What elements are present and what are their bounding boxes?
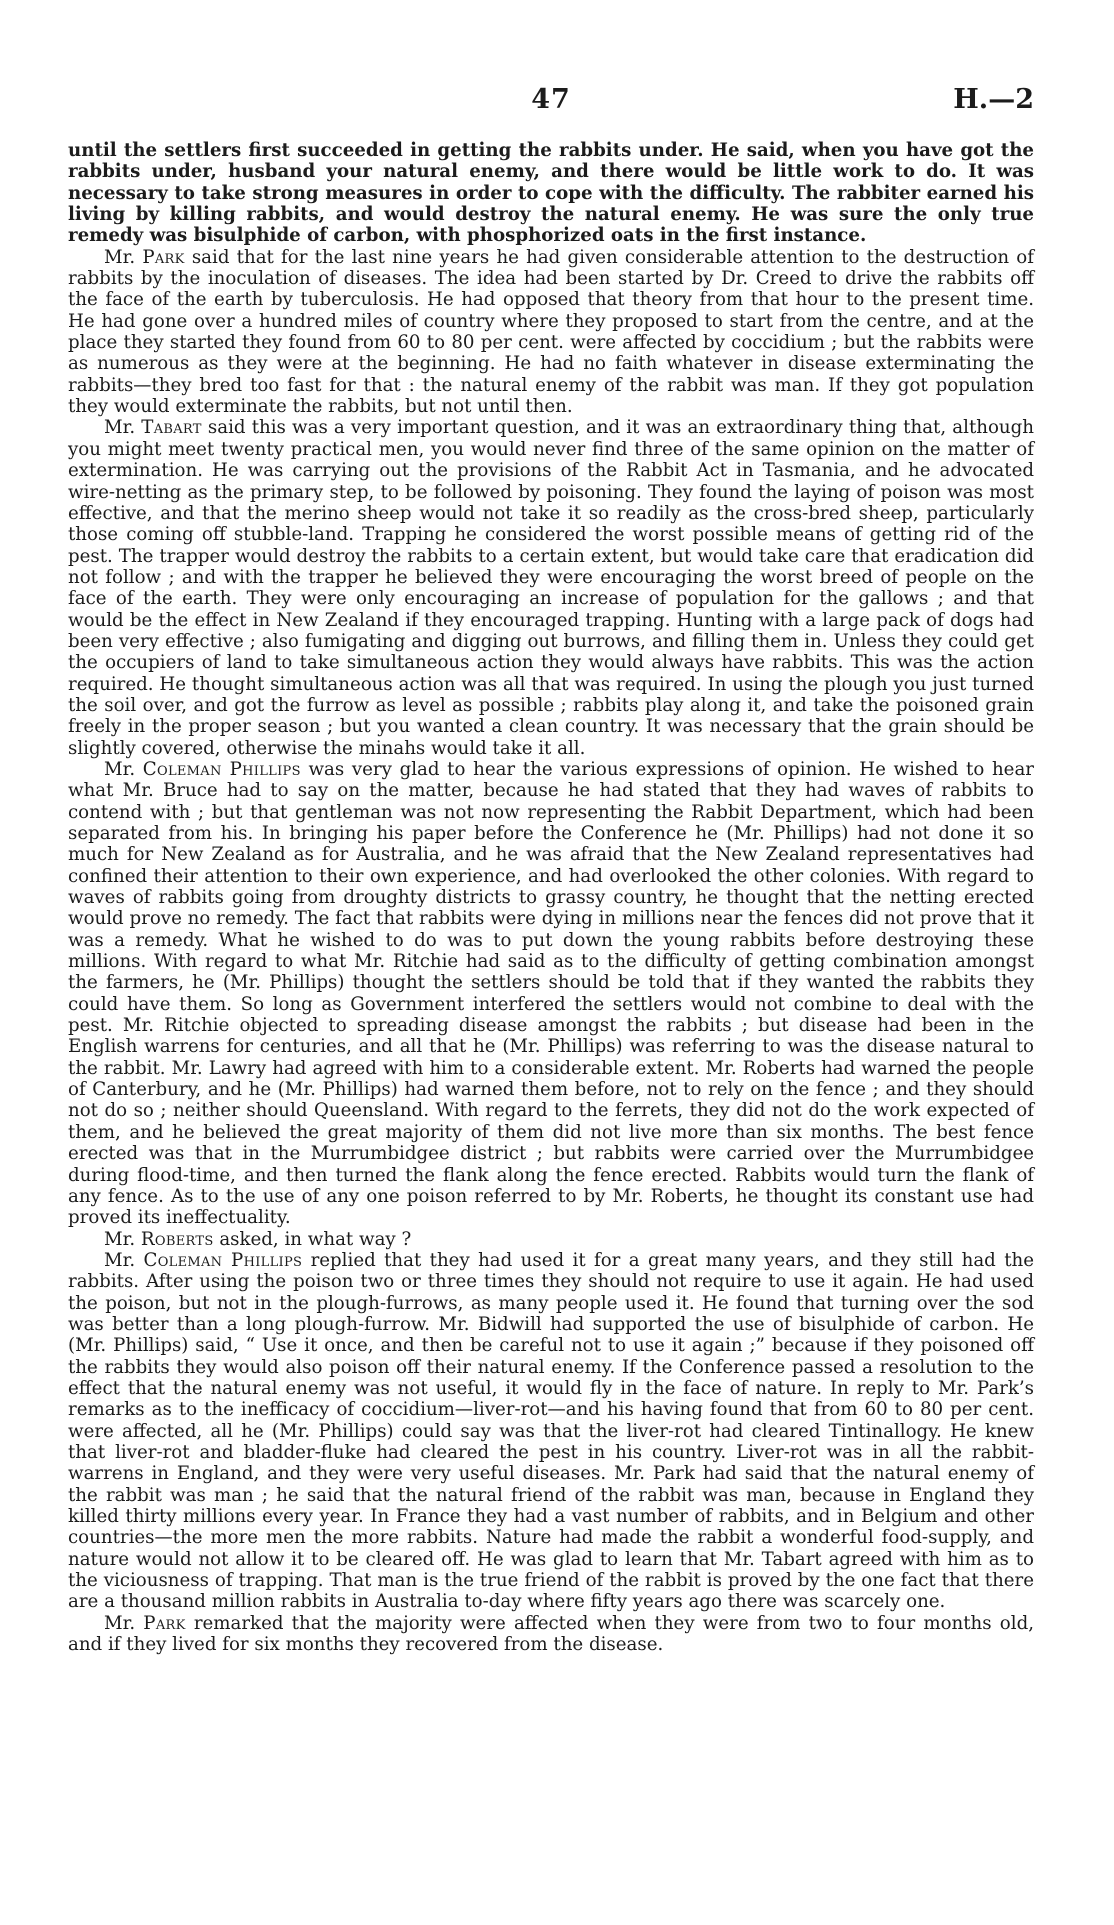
paragraph-text: was very glad to hear the various expressions of opinion. He wished to hear what Mr. Bruce had to say on the matter, because he had stated that they had waves of rabbits to contend with ; but that gentleman was not now representing the Rabbit Department, which had been separated from his. In bringing his paper before the Conference he (Mr. Phillips) had not done it so much for New Zealand as for Australia, and he was afraid that the New Zealand representatives had confined their attention to their own experience, and had overlooked the other colonies. With regard to waves of rabbits going from droughty districts to grassy country, he thought that the netting erected would prove no remedy. The fact that rabbits were dying in millions near the fences did not prove that it was a remedy. What he wished to do was to put down the young rabbits before destroying these millions. With regard to what Mr. Ritchie had said as to the difficulty of getting combination amongst the farmers, he (Mr. Phillips) thought the settlers should be told that if they wanted the rabbits they could have them. So long as Government interfered the settlers would not combine to deal with the pest. Mr. Ritchie objected to spreading disease amongst the rabbits ; but disease had been in the English warrens for centuries, and all that he (Mr. Phillips) was referring to was the disease natural to the rabbit. Mr. Lawry had agreed with him to a considerable extent. Mr. Roberts had warned the people of Canterbury, and he (Mr. Phillips) had warned them before, not to rely on the fence ; and they should not do so ; neither should Queensland. With regard to the ferrets, they did not do the work expected of them, and he believed the great majority of them did not live more than six months. The best fence erected was that in the Murrumbidgee district ; but rabbits were carried over the Murrumbidgee during flood-time, and then turned the flank along the fence erected. Rabbits would turn the flank of any fence. As to the use of any one poison referred to by Mr. Roberts, he thought its constant use had proved its ineffectuality.	[68, 758, 1034, 1229]
paragraph-coleman-phillips-2	[68, 1250, 1034, 1613]
speaker-prefix: Mr.	[104, 1612, 144, 1634]
body-text	[68, 140, 1034, 1655]
paragraph-text: replied that they had used it for a great many years, and they still had the rabbits. After using the poison two or three times they should not require to use it again. He had used the poison, but not in the plough-furrows, as many people used it. He found that turning over the sod was better than a long plough-furrow. Mr. Bidwill had supported the use of bisulphide of carbon. He (Mr. Phillips) said, “ Use it once, and then be careful not to use it again ;” because if they poisoned off the rabbits they would also poison off their natural enemy. If the Conference passed a resolution to the effect that the natural enemy was not useful, it would fly in the face of nature. In reply to Mr. Park’s remarks as to the inefficacy of coccidium—liver-rot—and his having found that from 60 to 80 per cent. were affected, all he (Mr. Phillips) could say was that the liver-rot had cleared Tintinallogy. He knew that liver-rot and bladder-fluke had cleared the pest in his country. Liver-rot was in all the rabbit-warrens in England, and they were very useful diseases. Mr. Park had said that the natural enemy of the rabbit was man ; he said that the natural friend of the rabbit was man, because in England they killed thirty millions every year. In France they had a vast number of rabbits, and in Belgium and other countries—the more men the more rabbits. Nature had made the rabbit a wonderful food-supply, and nature would not allow it to be cleared off. He was glad to learn that Mr. Tabart agreed with him as to the viciousness of trapping. That man is the true friend of the rabbit is proved by the one fact that there are a thousand million rabbits in Australia to-day where fifty years ago there was scarcely one.	[68, 1249, 1034, 1613]
speaker-name: Tabart	[141, 417, 202, 439]
speaker-name: Park	[142, 246, 185, 268]
speaker-prefix: Mr.	[104, 758, 143, 780]
speaker-prefix: Mr.	[104, 246, 143, 268]
speaker-prefix: Mr.	[104, 1249, 144, 1271]
paragraph-text: said this was a very important question, and it was an extraordinary thing that, although you might meet twenty practical men, you would never find three of the same opinion on the matter of extermination. He was carrying out the provisions of the Rabbit Act in Tasmania, and he advocated wire-netting as the primary step, to be followed by poisoning. They found the laying of poison was most effective, and that the merino sheep would not take it so readily as the cross-bred sheep, particularly those coming off stubble-land. Trapping he considered the worst possible means of getting rid of the pest. The trapper would destroy the rabbits to a certain extent, but would take care that eradication did not follow ; and with the trapper he believed they were encouraging the worst breed of people on the face of the earth. They were only encouraging an increase of population for the gallows ; and that would be the effect in New Zealand if they encouraged trapping. Hunting with a large pack of dogs had been very effective ; also fumigating and digging out burrows, and filling them in. Unless they could get the occupiers of land to take simultaneous action they would always have rabbits. This was the action required. He thought simultaneous action was all that was required. In using the plough you just turned the soil over, and got the furrow as level as possible ; rabbits play along it, and take the poisoned grain freely in the proper season ; but you wanted a clean country. It was necessary that the grain should be slightly covered, otherwise the minahs would take it all.	[68, 417, 1034, 759]
document-reference: H.—2	[953, 84, 1034, 115]
speaker-prefix: Mr.	[104, 417, 142, 439]
paragraph-opening-text: until the settlers first succeeded in getting the rabbits under. He said, when you have got the rabbits under, husband your natural enemy, and there would be little work to do. It was necessary to take strong measures in order to cope with the difficulty. The rabbiter earned his living by killing rabbits, and would destroy the natural enemy. He was sure the only true remedy was bisulphide of carbon, with phosphorized oats in the first instance.	[68, 140, 1034, 247]
speaker-name: Park	[143, 1612, 186, 1634]
paragraph-text: asked, in what way ?	[213, 1228, 412, 1250]
speaker-name: Coleman Phillips	[143, 1249, 303, 1271]
speaker-name: Roberts	[140, 1228, 214, 1250]
paragraph-text: said that for the last nine years he had given considerable attention to the destruction of rabbits by the inoculation of diseases. The idea had been started by Dr. Creed to drive the rabbits off the face of the earth by tuberculosis. He had opposed that theory from that hour to the present time. He had gone over a hundred miles of country where they proposed to start from the centre, and at the place they started they found from 60 to 80 per cent. were affected by coccidium ; but the rabbits were as numerous as they were at the beginning. He had no faith whatever in disease exterminating the rabbits—they bred too fast for that : the natural enemy of the rabbit was man. If they got population they would exterminate the rabbits, but not until then.	[68, 246, 1034, 418]
document-page	[68, 84, 1034, 1655]
paragraph-park-1	[68, 247, 1034, 418]
paragraph-continuation	[68, 140, 1034, 247]
paragraph-text: remarked that the majority were affected when they were from two to four months old, and if they lived for six months they recovered from the disease.	[68, 1612, 1034, 1656]
page-number: 47	[531, 84, 571, 115]
speaker-prefix: Mr.	[104, 1228, 141, 1250]
paragraph-coleman-phillips-1	[68, 759, 1034, 1229]
paragraph-tabart	[68, 417, 1034, 759]
speaker-name: Coleman Phillips	[142, 758, 301, 780]
paragraph-park-2	[68, 1613, 1034, 1656]
paragraph-roberts	[68, 1229, 1034, 1250]
page-header	[68, 84, 1034, 124]
